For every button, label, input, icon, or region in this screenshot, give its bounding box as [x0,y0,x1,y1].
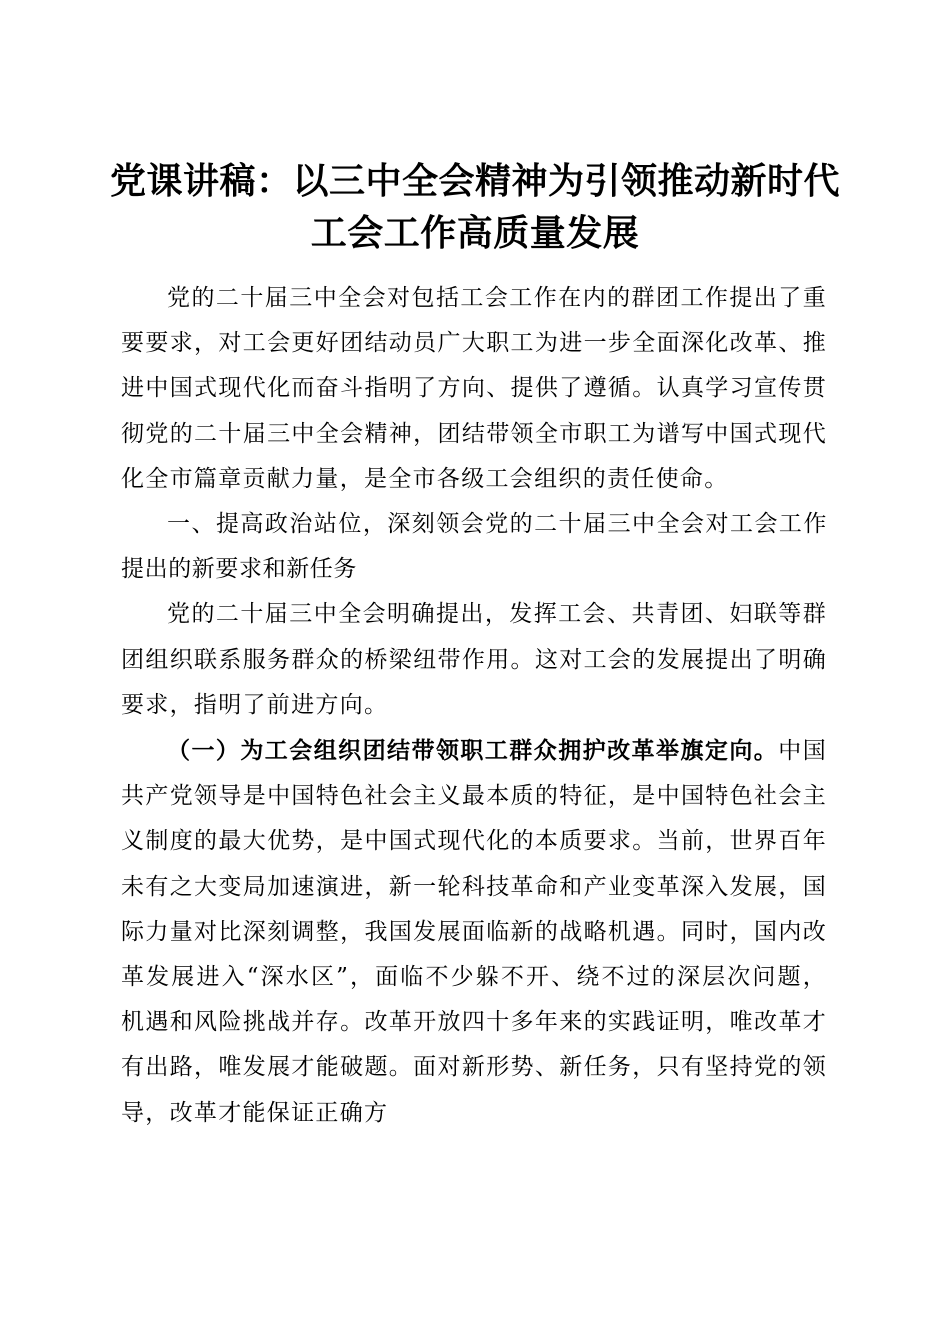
document-body [121,276,827,1136]
subsection-1-text: 中国共产党领导是中国特色社会主义最本质的特征，是中国特色社会主义制度的最大优势，是中国式现代化的本质要求。当前，世界百年未有之大变局加速演进，新一轮科技革命和产业变革深入发展，国际力量对比深刻调整，我国发展面临新的战略机遇。同时，国内改革发展进入“深水区”，面临不少躲不开、绕不过的深层次问题，机遇和风险挑战并存。改革开放四十多年来的实践证明，唯改革才有出路，唯发展才能破题。面对新形势、新任务，只有坚持党的领导，改革才能保证正确方 [121,738,827,1126]
subsection-1-label: （一）为工会组织团结带领职工群众拥护改革举旗定向。 [167,737,779,765]
section-1-heading: 一、提高政治站位，深刻领会党的二十届三中全会对工会工作提出的新要求和新任务 [121,511,827,583]
subsection-1-paragraph [121,728,827,1136]
title-line-2: 工会工作高质量发展 [310,213,640,255]
section-1-paragraph: 党的二十届三中全会明确提出，发挥工会、共青团、妇联等群团组织联系服务群众的桥梁纽带作用。这对工会的发展提出了明确要求，指明了前进方向。 [121,601,827,718]
title-line-1: 党课讲稿：以三中全会精神为引领推动新时代 [109,161,840,203]
intro-paragraph: 党的二十届三中全会对包括工会工作在内的群团工作提出了重要要求，对工会更好团结动员广大职工为进一步全面深化改革、推进中国式现代化而奋斗指明了方向、提供了遵循。认真学习宣传贯彻党的二十届三中全会精神，团结带领全市职工为谱写中国式现代化全市篇章贡献力量，是全市各级工会组织的责任使命。 [121,285,827,492]
document-title [100,156,850,260]
